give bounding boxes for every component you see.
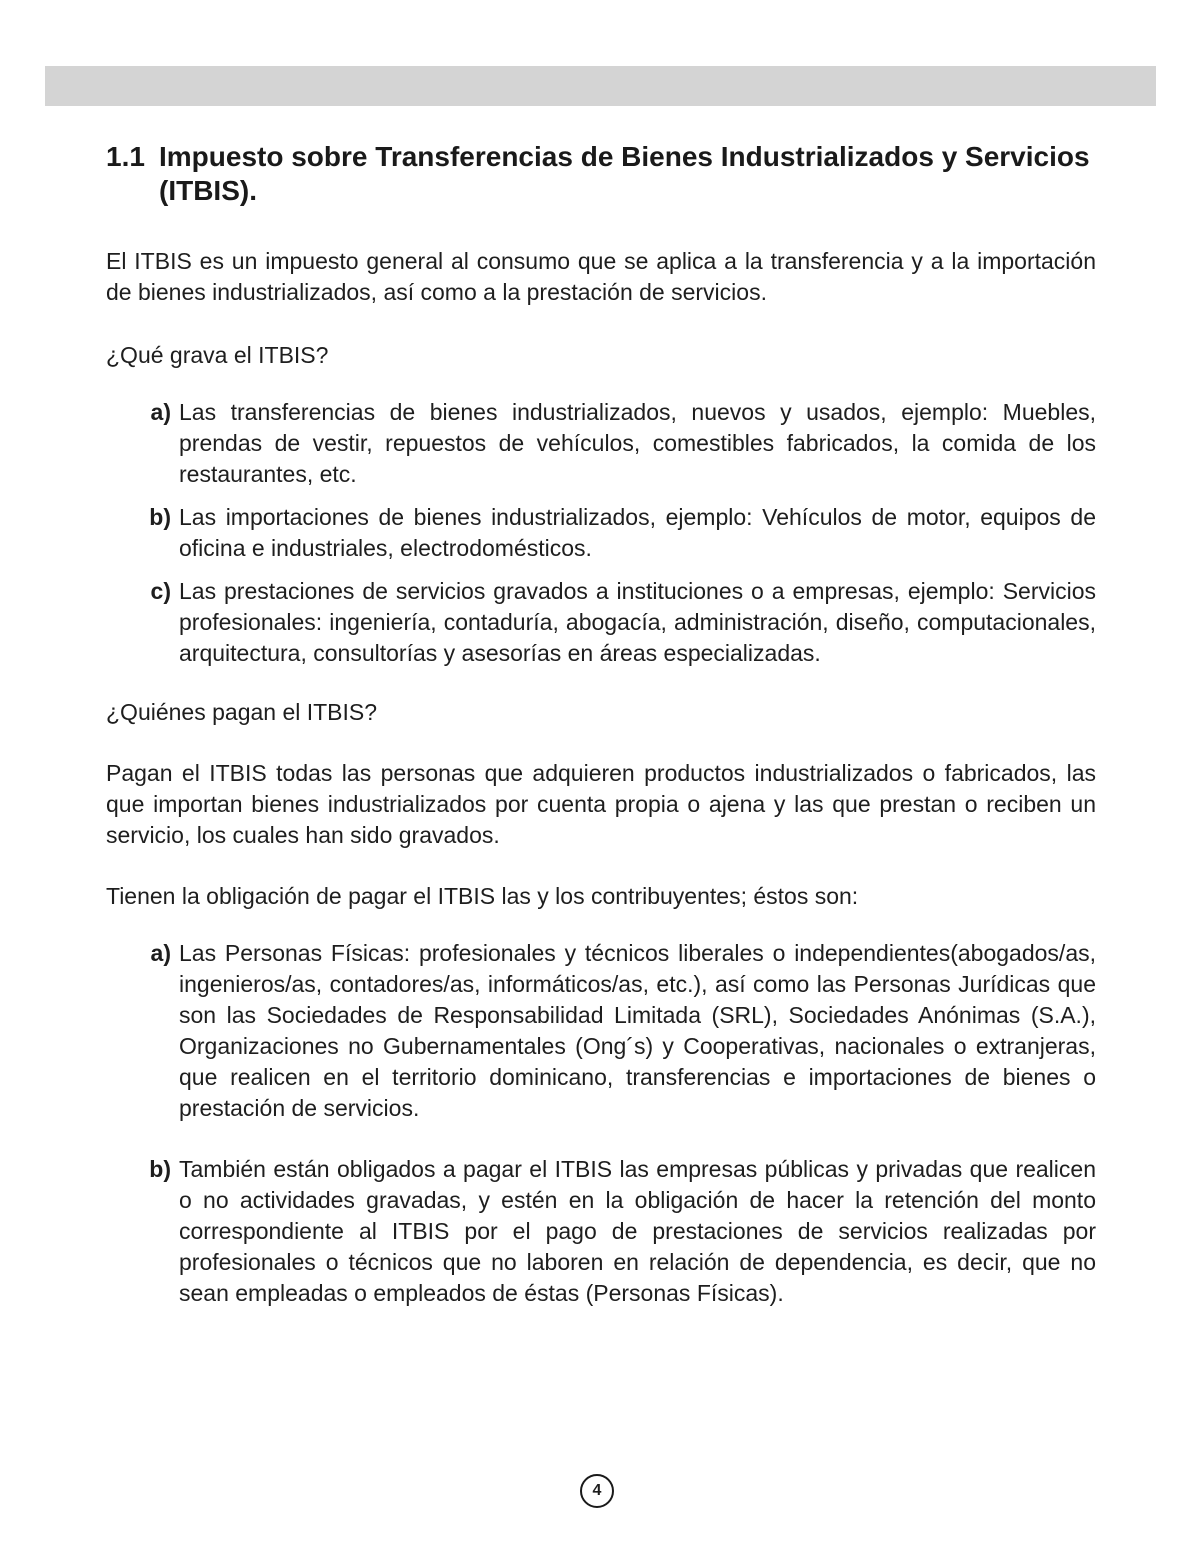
list-item [106, 502, 1096, 564]
list-item [106, 397, 1096, 490]
taxpayers-list [106, 938, 1096, 1309]
header-bar [45, 66, 1156, 106]
list-item-text: Las Personas Físicas: profesionales y técnicos liberales o independientes(abogados/as, ingenieros/as, contadores/as, informáticos/as, etc.), así como las Personas Jurídicas que son las Sociedades de Responsabilidad Limitada (SRL), Sociedades Anónimas (S.A.), Organizaciones no Gubernamentales (Ong´s) y Cooperativas, nacionales o extranjeras, que realicen en el territorio dominicano, transferencias e importaciones de bienes o prestación de servicios. [179, 940, 1096, 1121]
section-title: Impuesto sobre Transferencias de Bienes Industrializados y Servicios (ITBIS). [159, 141, 1090, 206]
list-marker: c) [150, 578, 171, 604]
question-what-taxed: ¿Qué grava el ITBIS? [106, 342, 329, 368]
taxed-items-list [106, 397, 1096, 669]
intro-paragraph: El ITBIS es un impuesto general al consumo que se aplica a la transferencia y a la importación de bienes industrializados, así como a la prestación de servicios. [106, 248, 1096, 305]
list-marker: a) [150, 399, 171, 425]
list-item [106, 938, 1096, 1124]
list-marker: b) [149, 1156, 171, 1182]
page-number: 4 [580, 1474, 614, 1508]
list-item-text: También están obligados a pagar el ITBIS las empresas públicas y privadas que realicen o no actividades gravadas, y estén en la obligación de hacer la retención del monto correspondiente al ITBIS por el pago de prestaciones de servicios realizadas por profesionales o técnicos que no laboren en relación de dependencia, es decir, que no sean empleadas o empleados de éstas (Personas Físicas). [179, 1156, 1096, 1306]
list-marker: a) [150, 940, 171, 966]
section-number: 1.1 [106, 141, 145, 172]
section-heading [106, 140, 1096, 208]
page-content [106, 140, 1096, 1339]
list-marker: b) [149, 504, 171, 530]
list-item-text: Las prestaciones de servicios gravados a instituciones o a empresas, ejemplo: Servicios profesionales: ingeniería, contaduría, abogacía, administración, diseño, computacionales, arquitectura, consultorías y asesorías en áreas especializadas. [179, 578, 1096, 666]
question-who-pays: ¿Quiénes pagan el ITBIS? [106, 699, 378, 725]
list-item-text: Las transferencias de bienes industrializados, nuevos y usados, ejemplo: Muebles, prendas de vestir, repuestos de vehículos, comestibles fabricados, la comida de los restaurantes, etc. [179, 399, 1096, 487]
obligation-paragraph: Tienen la obligación de pagar el ITBIS las y los contribuyentes; éstos son: [106, 883, 859, 909]
list-item [106, 576, 1096, 669]
list-item-text: Las importaciones de bienes industrializados, ejemplo: Vehículos de motor, equipos de oficina e industriales, electrodomésticos. [179, 504, 1096, 561]
who-pays-paragraph: Pagan el ITBIS todas las personas que adquieren productos industrializados o fabricados, las que importan bienes industrializados por cuenta propia o ajena y las que prestan o reciben un servicio, los cuales han sido gravados. [106, 760, 1096, 848]
list-item [106, 1154, 1096, 1309]
